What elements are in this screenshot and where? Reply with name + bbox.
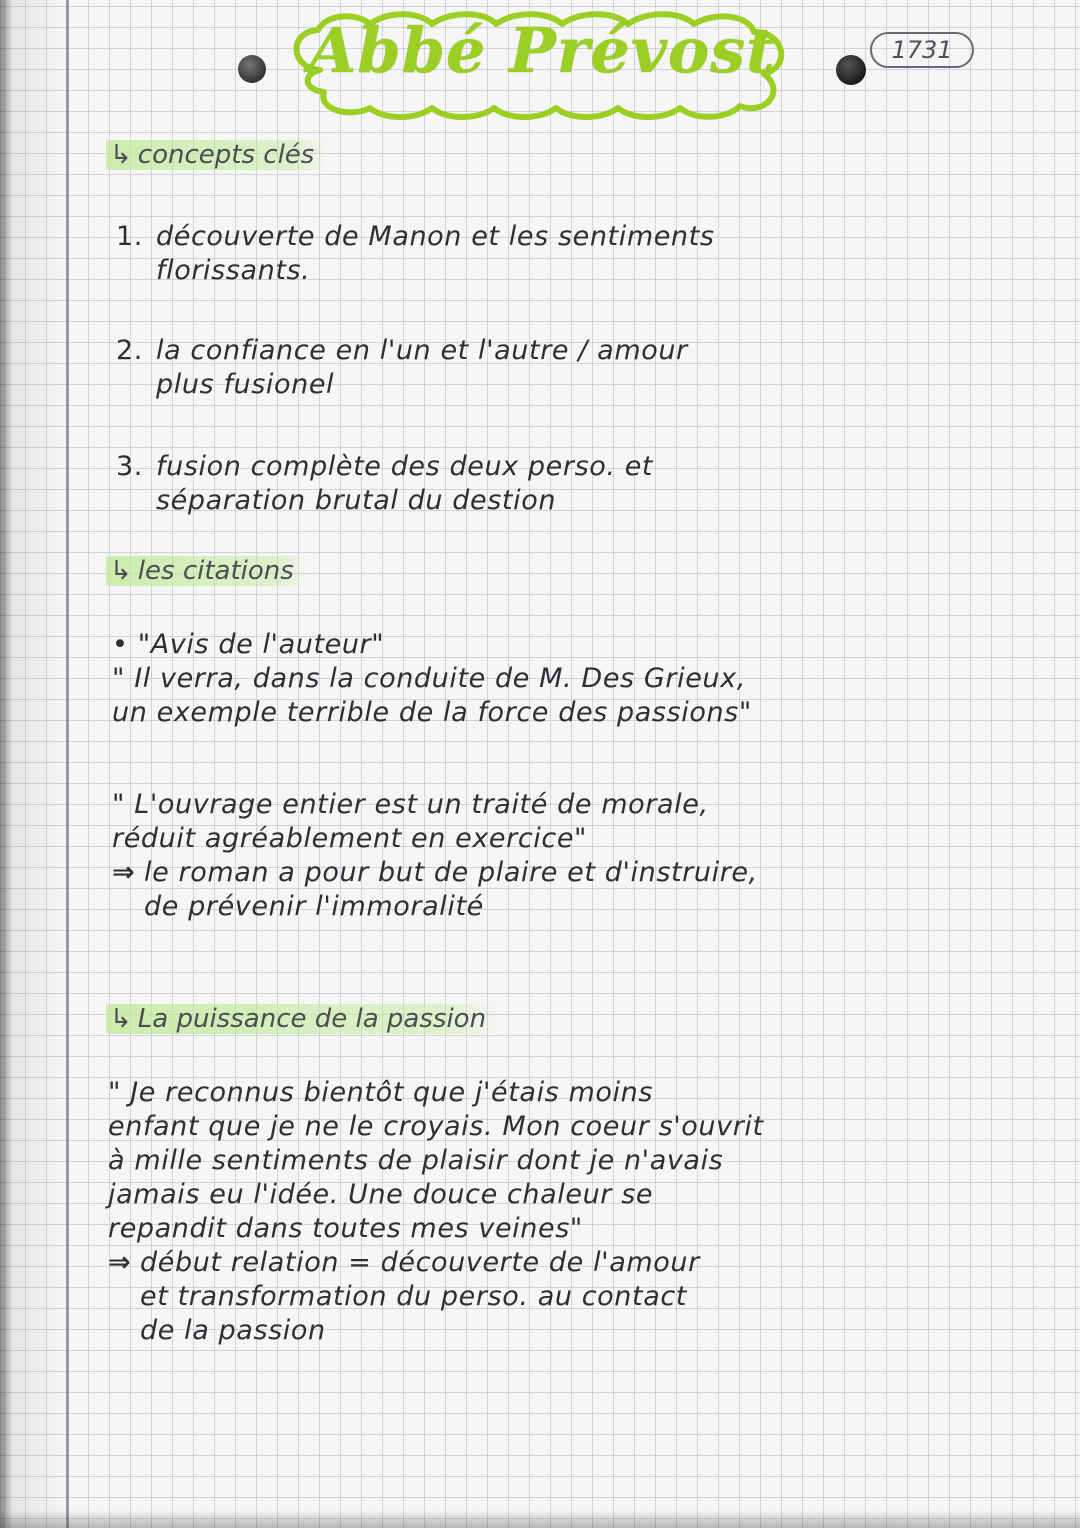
concept-text-cont: plus fusionel bbox=[156, 369, 335, 400]
section-heading-label: La puissance de la passion bbox=[137, 1004, 487, 1034]
passion-quote-line: jamais eu l'idée. Une douce chaleur se bbox=[108, 1179, 654, 1210]
citation-quote-1: " Il verra, dans la conduite de M. Des Grieux, bbox=[112, 663, 746, 694]
page-title: Abbé Prévost bbox=[308, 14, 776, 87]
passion-conclusion-cont: et transformation du perso. au contact bbox=[140, 1281, 687, 1312]
citation-conclusion-cont: de prévenir l'immoralité bbox=[144, 891, 484, 922]
concept-number: 2. bbox=[116, 335, 143, 366]
section-heading-citations bbox=[106, 556, 308, 586]
concept-item-1 bbox=[116, 220, 715, 288]
citation-quote-1-cont: un exemple terrible de la force des passions" bbox=[112, 697, 752, 728]
binder-hole-right bbox=[836, 55, 866, 85]
citation-quote-2: " L'ouvrage entier est un traité de morale, bbox=[112, 789, 709, 820]
binder-line bbox=[66, 0, 69, 1528]
section-heading-label: les citations bbox=[137, 556, 294, 586]
concept-number: 1. bbox=[116, 221, 143, 252]
section-heading-concepts bbox=[106, 140, 328, 170]
curved-arrow-icon: ↳ bbox=[110, 140, 132, 170]
concept-item-2 bbox=[116, 334, 688, 402]
right-arrow-icon: ⇒ bbox=[108, 1247, 132, 1278]
concept-text-cont: séparation brutal du destion bbox=[156, 485, 557, 516]
concept-item-3 bbox=[116, 450, 653, 518]
concept-text-cont: florissants. bbox=[156, 255, 311, 286]
passion-quote-line: enfant que je ne le croyais. Mon coeur s'ouvrit bbox=[108, 1111, 764, 1142]
section-heading-label: concepts clés bbox=[137, 140, 315, 170]
citation-conclusion: le roman a pour but de plaire et d'instruire, bbox=[144, 857, 758, 888]
curved-arrow-icon: ↳ bbox=[110, 556, 132, 586]
citation-source: • "Avis de l'auteur" bbox=[112, 629, 385, 660]
page-bottom-shadow bbox=[0, 1510, 1080, 1528]
passion-conclusion: début relation = découverte de l'amour bbox=[140, 1247, 700, 1278]
passion-quote-block bbox=[108, 1076, 764, 1348]
passion-quote-line: " Je reconnus bientôt que j'étais moins bbox=[108, 1077, 654, 1108]
section-heading-passion bbox=[106, 1004, 500, 1034]
concept-number: 3. bbox=[116, 451, 143, 482]
concept-text: fusion complète des deux perso. et bbox=[156, 451, 654, 482]
citation-block-2 bbox=[112, 788, 758, 924]
citation-quote-2-cont: réduit agréablement en exercice" bbox=[112, 823, 588, 854]
passion-quote-line: à mille sentiments de plaisir dont je n'avais bbox=[108, 1145, 724, 1176]
passion-quote-line: repandit dans toutes mes veines" bbox=[108, 1213, 583, 1244]
year-badge: 1731 bbox=[870, 32, 974, 68]
page-edge-shadow bbox=[0, 0, 70, 1528]
curved-arrow-icon: ↳ bbox=[110, 1004, 132, 1034]
right-arrow-icon: ⇒ bbox=[112, 857, 136, 888]
binder-hole-left bbox=[238, 55, 266, 83]
citation-block bbox=[112, 628, 752, 730]
concept-text: la confiance en l'un et l'autre / amour bbox=[156, 335, 688, 366]
passion-conclusion-cont: de la passion bbox=[140, 1315, 326, 1346]
concept-text: découverte de Manon et les sentiments bbox=[156, 221, 715, 252]
